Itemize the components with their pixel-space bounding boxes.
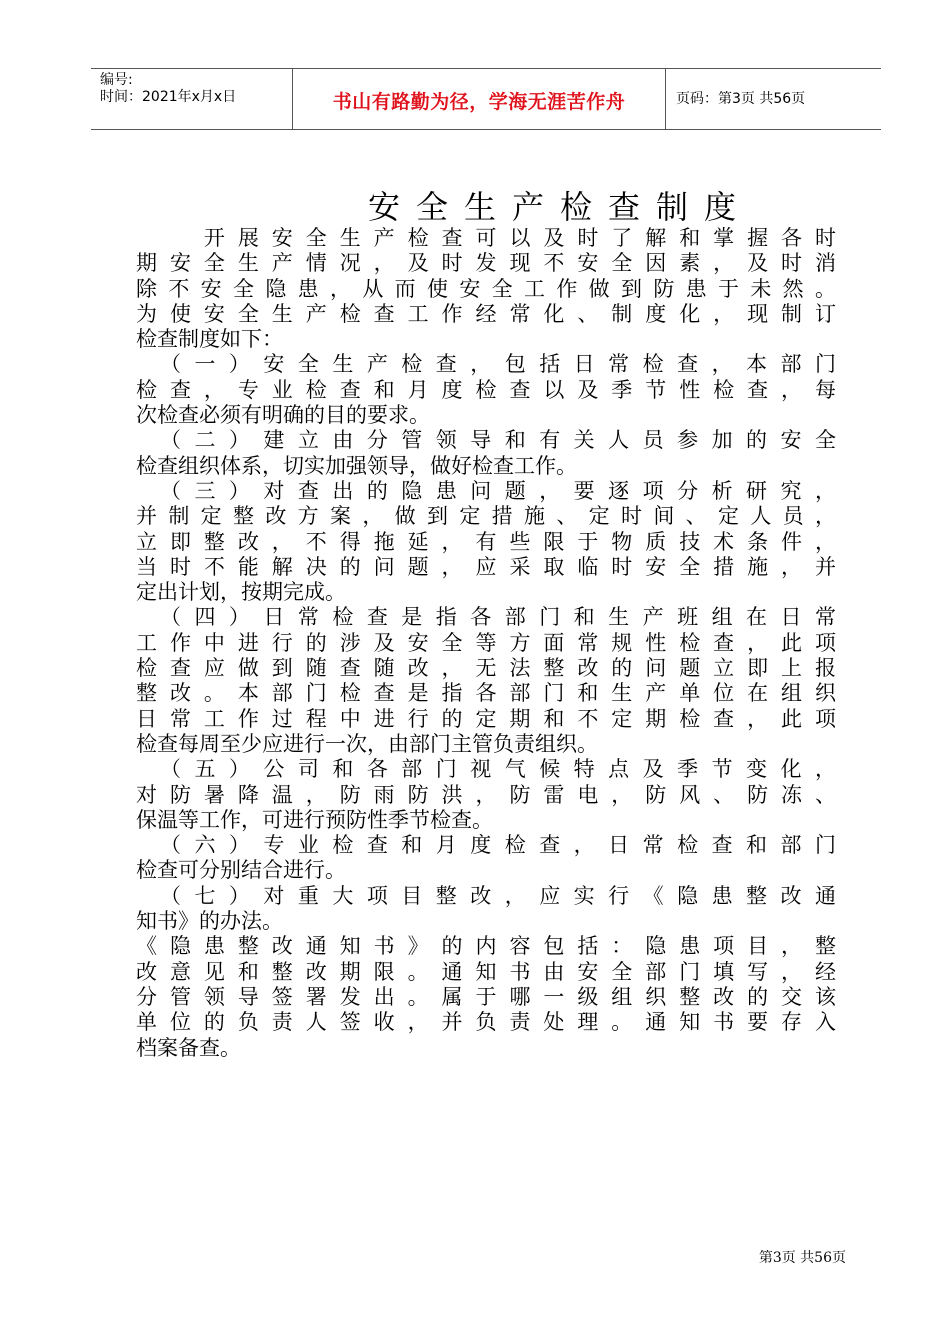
header-page-number: 页码：第3页 共56页 — [676, 91, 806, 107]
body-line: 检查制度如下： — [136, 327, 283, 352]
body-line: 开展安全生产检查可以及时了解和掌握各时 — [136, 226, 836, 250]
body-line: 检查应做到随查随改，无法整改的问题立即上报 — [136, 656, 836, 681]
header-motto-cell — [293, 69, 666, 129]
body-line: 工作中进行的涉及安全等方面常规性检查，此项 — [136, 630, 836, 655]
body-line: （三）对查出的隐患问题，要逐项分析研究， — [136, 478, 836, 503]
body-line: 检查，专业检查和月度检查以及季节性检查，每 — [136, 377, 836, 402]
document-title: 安全生产检查制度 — [367, 188, 752, 226]
body-line: （二）建立由分管领导和有关人员参加的安全 — [136, 428, 836, 453]
body-line: 改意见和整改期限。通知书由安全部门填写，经 — [136, 959, 836, 984]
header-left-cell — [91, 69, 293, 129]
body-line: （七）对重大项目整改，应实行《隐患整改通 — [136, 883, 836, 908]
body-line: 单位的负责人签收，并负责处理。通知书要存入 — [136, 1010, 836, 1035]
body-line: 期安全生产情况，及时发现不安全因素，及时消 — [136, 251, 836, 276]
body-line: 对防暑降温，防雨防洪，防雷电，防风、防冻、 — [136, 782, 836, 807]
body-line: 为使安全生产检查工作经常化、制度化，现制订 — [136, 301, 836, 326]
body-line: 当时不能解决的问题，应采取临时安全措施，并 — [136, 554, 836, 579]
body-line: （五）公司和各部门视气候特点及季节变化， — [136, 757, 836, 782]
header-page-cell — [666, 69, 881, 129]
document-time-label: 时间：2021年x月x日 — [100, 89, 237, 105]
body-line: 除不安全隐患，从而使安全工作做到防患于未然。 — [136, 276, 836, 301]
body-line: 并制定整改方案，做到定措施、定时间、定人员， — [136, 504, 836, 529]
motto-text: 书山有路勤为径，学海无涯苦作舟 — [332, 91, 626, 113]
body-line: 日常工作过程中进行的定期和不定期检查，此项 — [136, 706, 836, 731]
body-line: 档案备查。 — [136, 1035, 241, 1060]
body-line: 检查组织体系，切实加强领导，做好检查工作。 — [136, 453, 577, 478]
body-line: 次检查必须有明确的目的要求。 — [136, 403, 430, 428]
body-line: （一）安全生产检查，包括日常检查，本部门 — [136, 352, 836, 377]
document-body — [136, 226, 836, 1061]
body-line: （四）日常检查是指各部门和生产班组在日常 — [136, 605, 836, 630]
document-number-label: 编号: — [100, 72, 133, 88]
body-line: 整改。本部门检查是指各部门和生产单位在组织 — [136, 681, 836, 706]
body-line: 知书》的办法。 — [136, 909, 283, 934]
body-line: 检查每周至少应进行一次，由部门主管负责组织。 — [136, 731, 598, 756]
body-line: 定出计划，按期完成。 — [136, 580, 346, 605]
footer-page-number: 第3页 共56页 — [758, 1250, 846, 1266]
body-line: 检查可分别结合进行。 — [136, 858, 346, 883]
body-line: 《隐患整改通知书》的内容包括：隐患项目，整 — [136, 934, 836, 959]
body-line: （六）专业检查和月度检查，日常检查和部门 — [136, 833, 836, 858]
body-line: 保温等工作，可进行预防性季节检查。 — [136, 807, 493, 832]
page-header — [91, 68, 881, 130]
body-line: 分管领导签署发出。属于哪一级组织整改的交该 — [136, 984, 836, 1009]
body-line: 立即整改，不得拖延，有些限于物质技术条件， — [136, 529, 836, 554]
